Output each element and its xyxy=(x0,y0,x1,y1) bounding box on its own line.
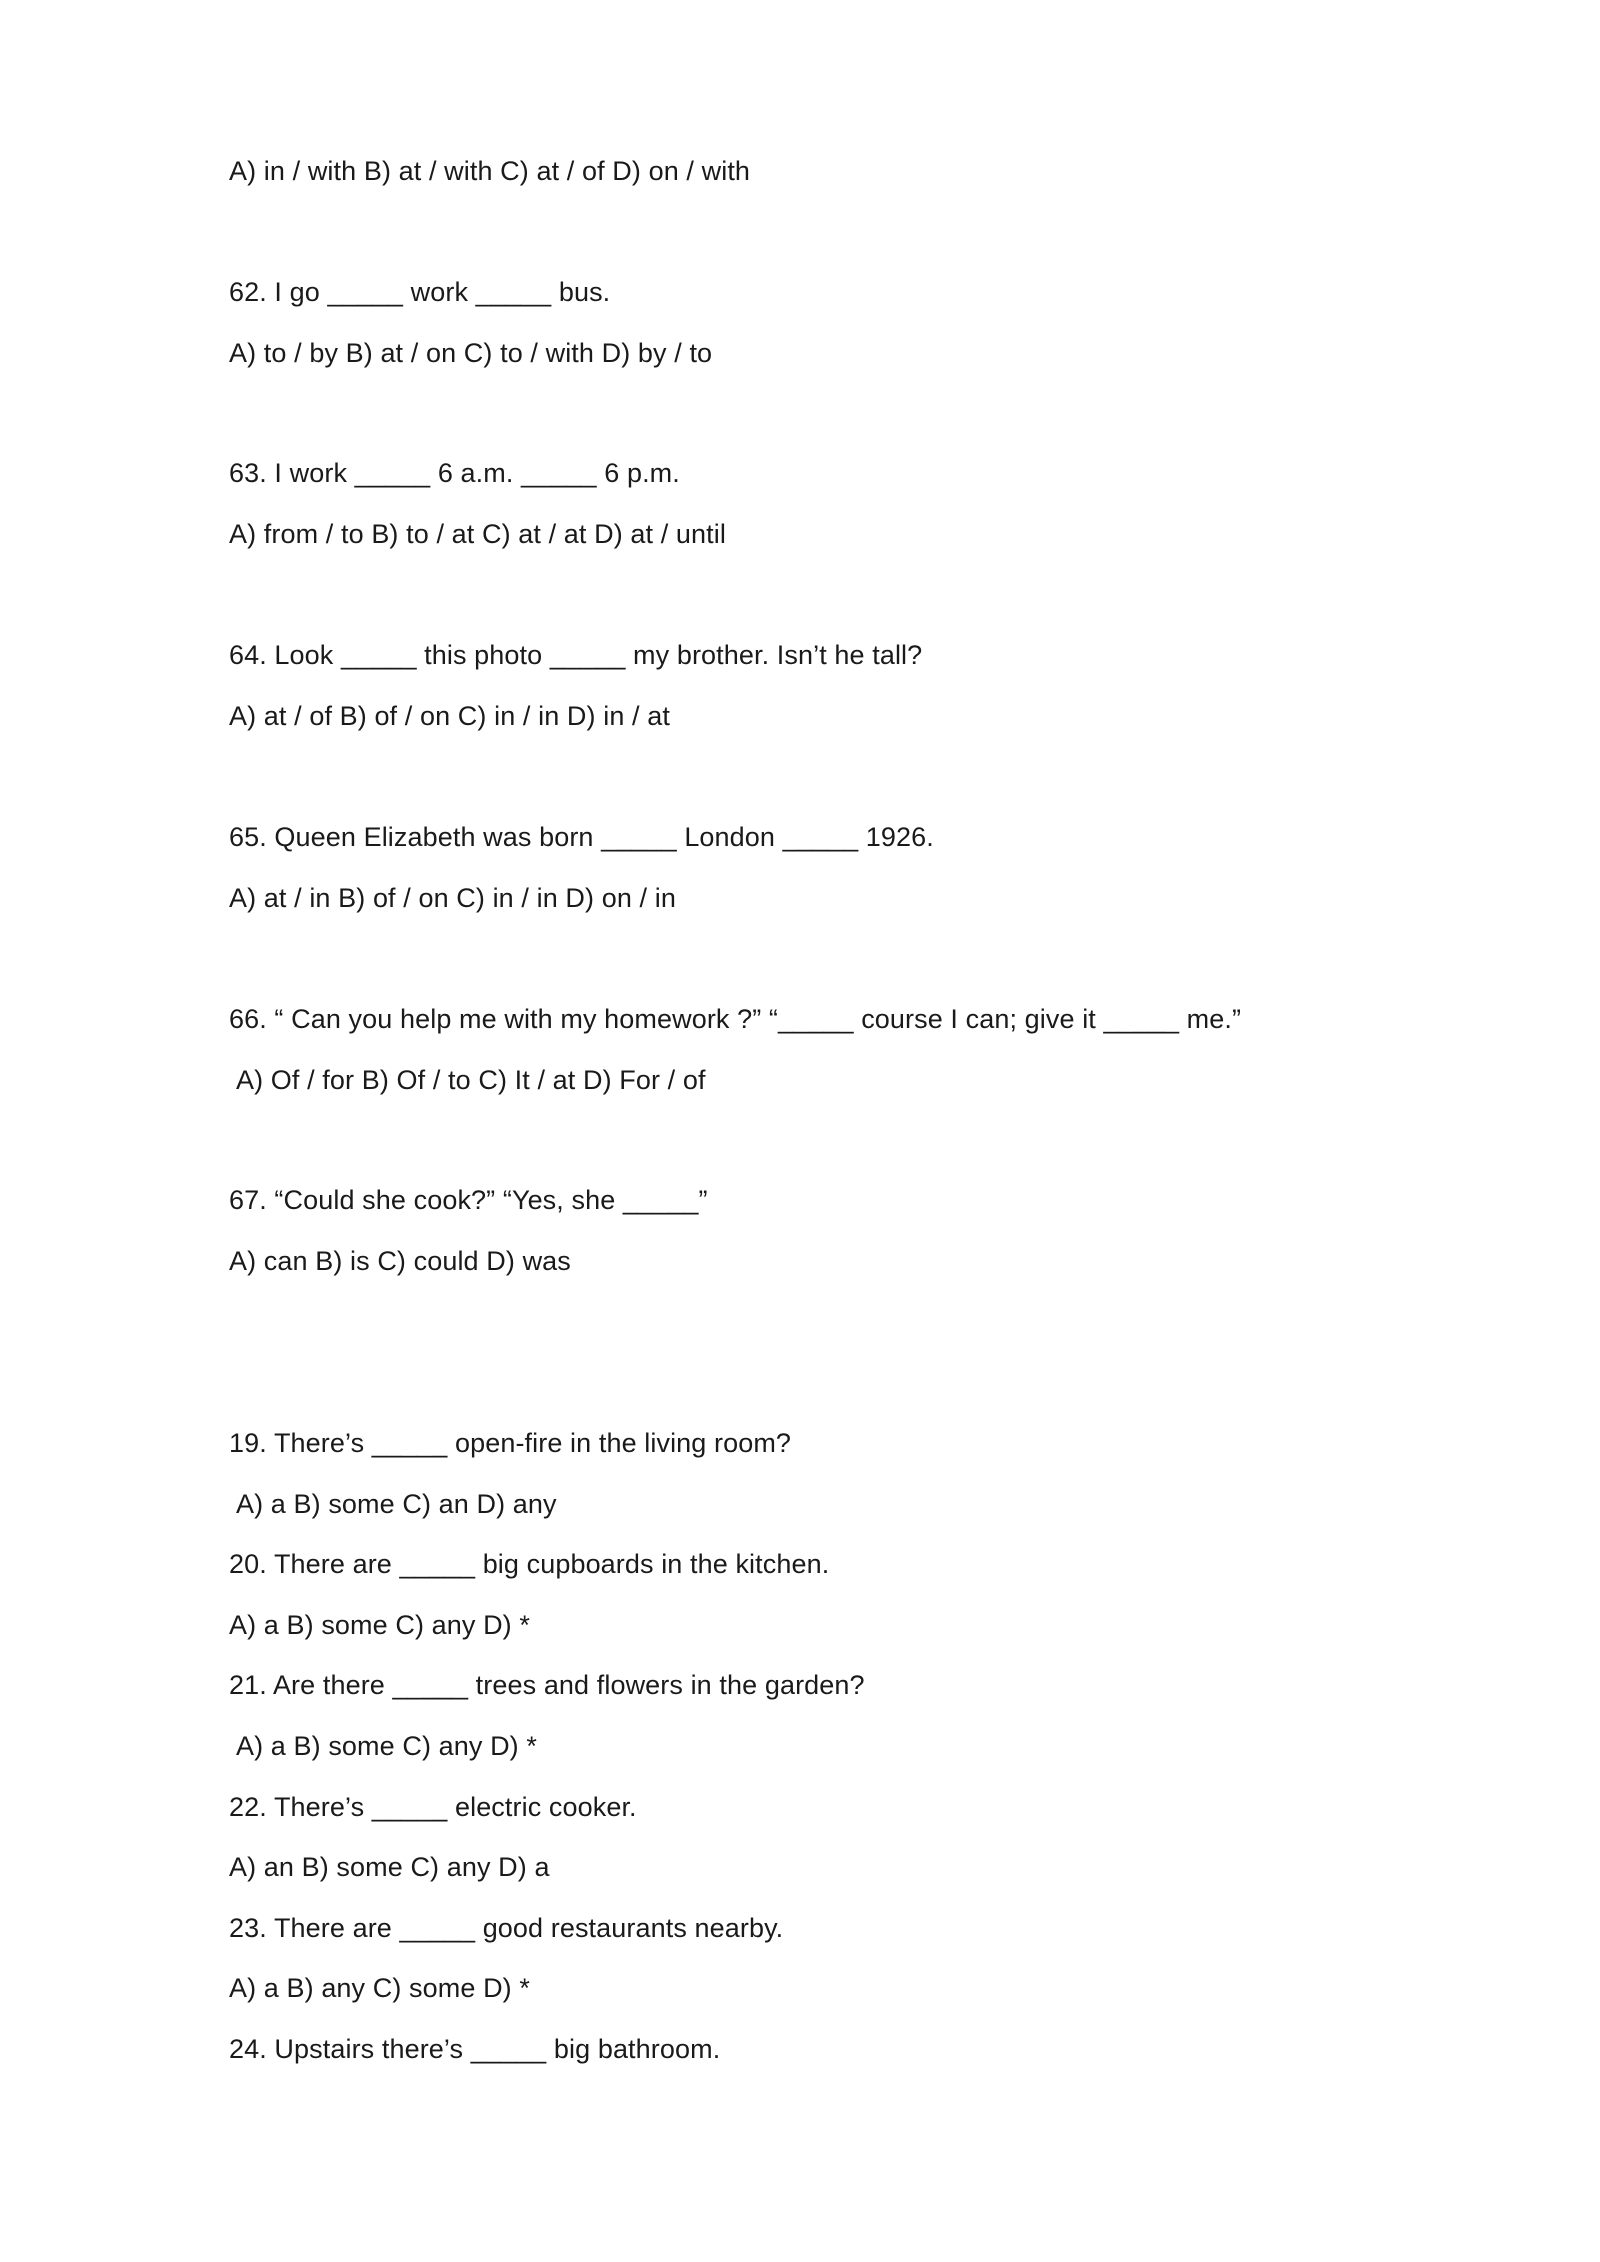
question-66-options: A) Of / for B) Of / to C) It / at D) For / of xyxy=(236,1065,706,1095)
question-65-options: A) at / in B) of / on C) in / in D) on / in xyxy=(229,883,676,913)
question-22-text: 22. There’s _____ electric cooker. xyxy=(229,1792,637,1822)
question-21-text: 21. Are there _____ trees and flowers in the garden? xyxy=(229,1670,865,1700)
question-23-text: 23. There are _____ good restaurants nearby. xyxy=(229,1913,784,1943)
question-24-text: 24. Upstairs there’s _____ big bathroom. xyxy=(229,2034,721,2064)
question-64-options: A) at / of B) of / on C) in / in D) in / at xyxy=(229,701,670,731)
question-62-options: A) to / by B) at / on C) to / with D) by / to xyxy=(229,338,713,368)
question-65-text: 65. Queen Elizabeth was born _____ London _____ 1926. xyxy=(229,822,934,852)
question-22-options: A) an B) some C) any D) a xyxy=(229,1852,550,1882)
question-19-text: 19. There’s _____ open-fire in the living room? xyxy=(229,1428,792,1458)
question-62-text: 62. I go _____ work _____ bus. xyxy=(229,277,611,307)
question-21-options: A) a B) some C) any D) * xyxy=(236,1731,537,1761)
question-20-text: 20. There are _____ big cupboards in the kitchen. xyxy=(229,1549,830,1579)
question-61-options: A) in / with B) at / with C) at / of D) on / with xyxy=(229,156,751,186)
question-64-text: 64. Look _____ this photo _____ my brother. Isn’t he tall? xyxy=(229,640,923,670)
question-20-options: A) a B) some C) any D) * xyxy=(229,1610,530,1640)
question-67-text: 67. “Could she cook?” “Yes, she _____” xyxy=(229,1185,708,1215)
question-66-text: 66. “ Can you help me with my homework ?” “_____ course I can; give it _____ me.” xyxy=(229,1004,1242,1034)
question-63-options: A) from / to B) to / at C) at / at D) at / until xyxy=(229,519,726,549)
question-63-text: 63. I work _____ 6 a.m. _____ 6 p.m. xyxy=(229,458,680,488)
question-19-options: A) a B) some C) an D) any xyxy=(236,1489,557,1519)
question-23-options: A) a B) any C) some D) * xyxy=(229,1973,530,2003)
question-67-options: A) can B) is C) could D) was xyxy=(229,1246,571,1276)
